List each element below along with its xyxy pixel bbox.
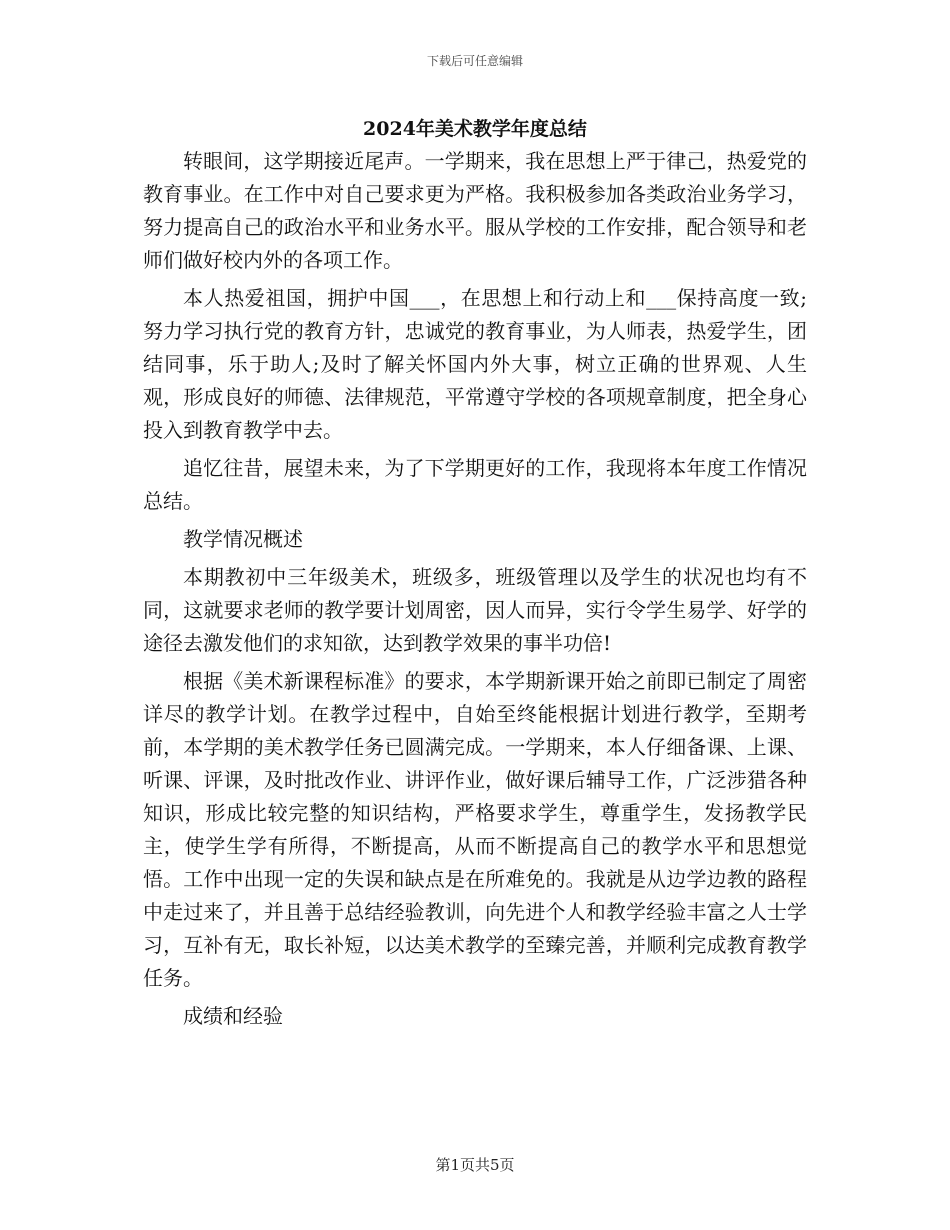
paragraph-teaching-overview: 本期教初中三年级美术，班级多，班级管理以及学生的状况也均有不同，这就要求老师的教学要计划周密，因人而异，实行令学生易学、好学的途径去激发他们的求知欲，达到教学效果的事半功倍! bbox=[143, 565, 807, 655]
paragraph-teaching-plan: 根据《美术新课程标准》的要求，本学期新课开始之前即已制定了周密详尽的教学计划。在教学过程中，自始至终能根据计划进行教学，至期考前，本学期的美术教学任务已圆满完成。一学期来，本人仔细备课、上课、听课、评课，及时批改作业、讲评作业，做好课后辅导工作，广泛涉猎各种知识，形成比较完整的知识结构，严格要求学生，尊重学生，发扬教学民主，使学生学有所得，不断提高，从而不断提高自己的教学水平和思想觉悟。工作中出现一定的失误和缺点是在所难免的。我就是从边学边教的路程中走过来了，并且善于总结经验教训，向先进个人和教学经验丰富之人士学习，互补有无，取长补短，以达美术教学的至臻完善，并顺利完成教育教学任务。 bbox=[143, 669, 807, 990]
document-body bbox=[143, 145, 807, 1038]
section-heading-teaching-overview: 教学情况概述 bbox=[183, 527, 303, 551]
document-title: 2024年美术教学年度总结 bbox=[363, 118, 587, 140]
section-heading-achievements: 成绩和经验 bbox=[183, 1004, 283, 1028]
page-header: 下载后可任意编辑 bbox=[426, 54, 523, 68]
page-number-footer: 第1页共5页 bbox=[435, 1156, 515, 1174]
paragraph-intro: 转眼间，这学期接近尾声。一学期来，我在思想上严于律己，热爱党的教育事业。在工作中对自己要求更为严格。我积极参加各类政治业务学习，努力提高自己的政治水平和业务水平。服从学校的工作安排，配合领导和老师们做好校内外的各项工作。 bbox=[143, 149, 807, 272]
paragraph-review: 追忆往昔，展望未来，为了下学期更好的工作，我现将本年度工作情况总结。 bbox=[143, 456, 807, 513]
paragraph-political-stance: 本人热爱祖国，拥护中国___，在思想上和行动上和___保持高度一致;努力学习执行党的教育方针，忠诚党的教育事业，为人师表，热爱学生，团结同事，乐于助人;及时了解关怀国内外大事，树立正确的世界观、人生观，形成良好的师德、法律规范，平常遵守学校的各项规章制度，把全身心投入到教育教学中去。 bbox=[143, 286, 807, 442]
